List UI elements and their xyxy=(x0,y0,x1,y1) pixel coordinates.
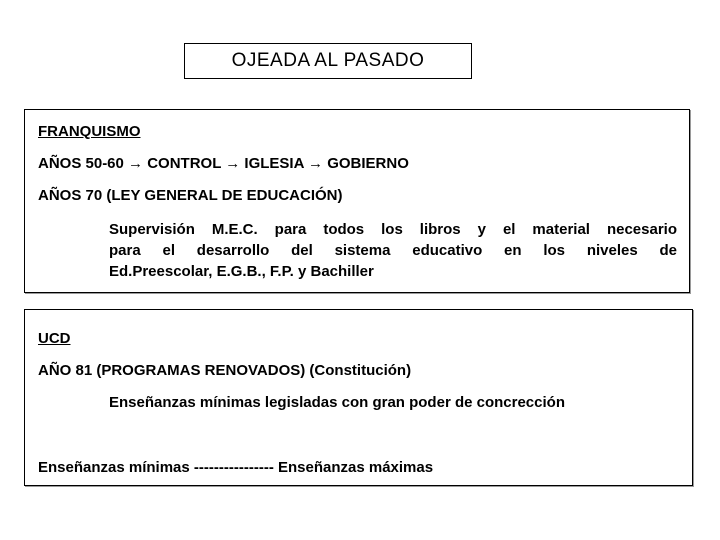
franquismo-line-50-60: AÑOS 50-60 → CONTROL → IGLESIA → GOBIERNO xyxy=(38,155,409,172)
franquismo-paragraph-line-3: Ed.Preescolar, E.G.B., F.P. y Bachiller xyxy=(109,263,374,280)
ucd-line-ensenanzas: Enseñanzas mínimas legisladas con gran poder de concrección xyxy=(109,394,565,411)
franquismo-heading: FRANQUISMO xyxy=(38,123,141,140)
franquismo-paragraph-line-2: para el desarrollo del sistema educativo en los niveles de xyxy=(109,242,677,259)
ucd-line-minimas-maximas: Enseñanzas mínimas ---------------- Enseñanzas máximas xyxy=(38,459,434,476)
franquismo-paragraph xyxy=(109,219,677,282)
ucd-line-81: AÑO 81 (PROGRAMAS RENOVADOS) (Constitución) xyxy=(38,362,412,379)
ucd-panel xyxy=(24,309,693,486)
slide-title-text: OJEADA AL PASADO xyxy=(231,50,425,71)
franquismo-paragraph-line-1: Supervisión M.E.C. para todos los libros y el material necesario xyxy=(109,221,677,238)
franquismo-panel xyxy=(24,109,690,293)
ucd-heading: UCD xyxy=(38,330,71,347)
franquismo-line-70: AÑOS 70 (LEY GENERAL DE EDUCACIÓN) xyxy=(38,187,343,204)
slide-title xyxy=(184,43,472,79)
